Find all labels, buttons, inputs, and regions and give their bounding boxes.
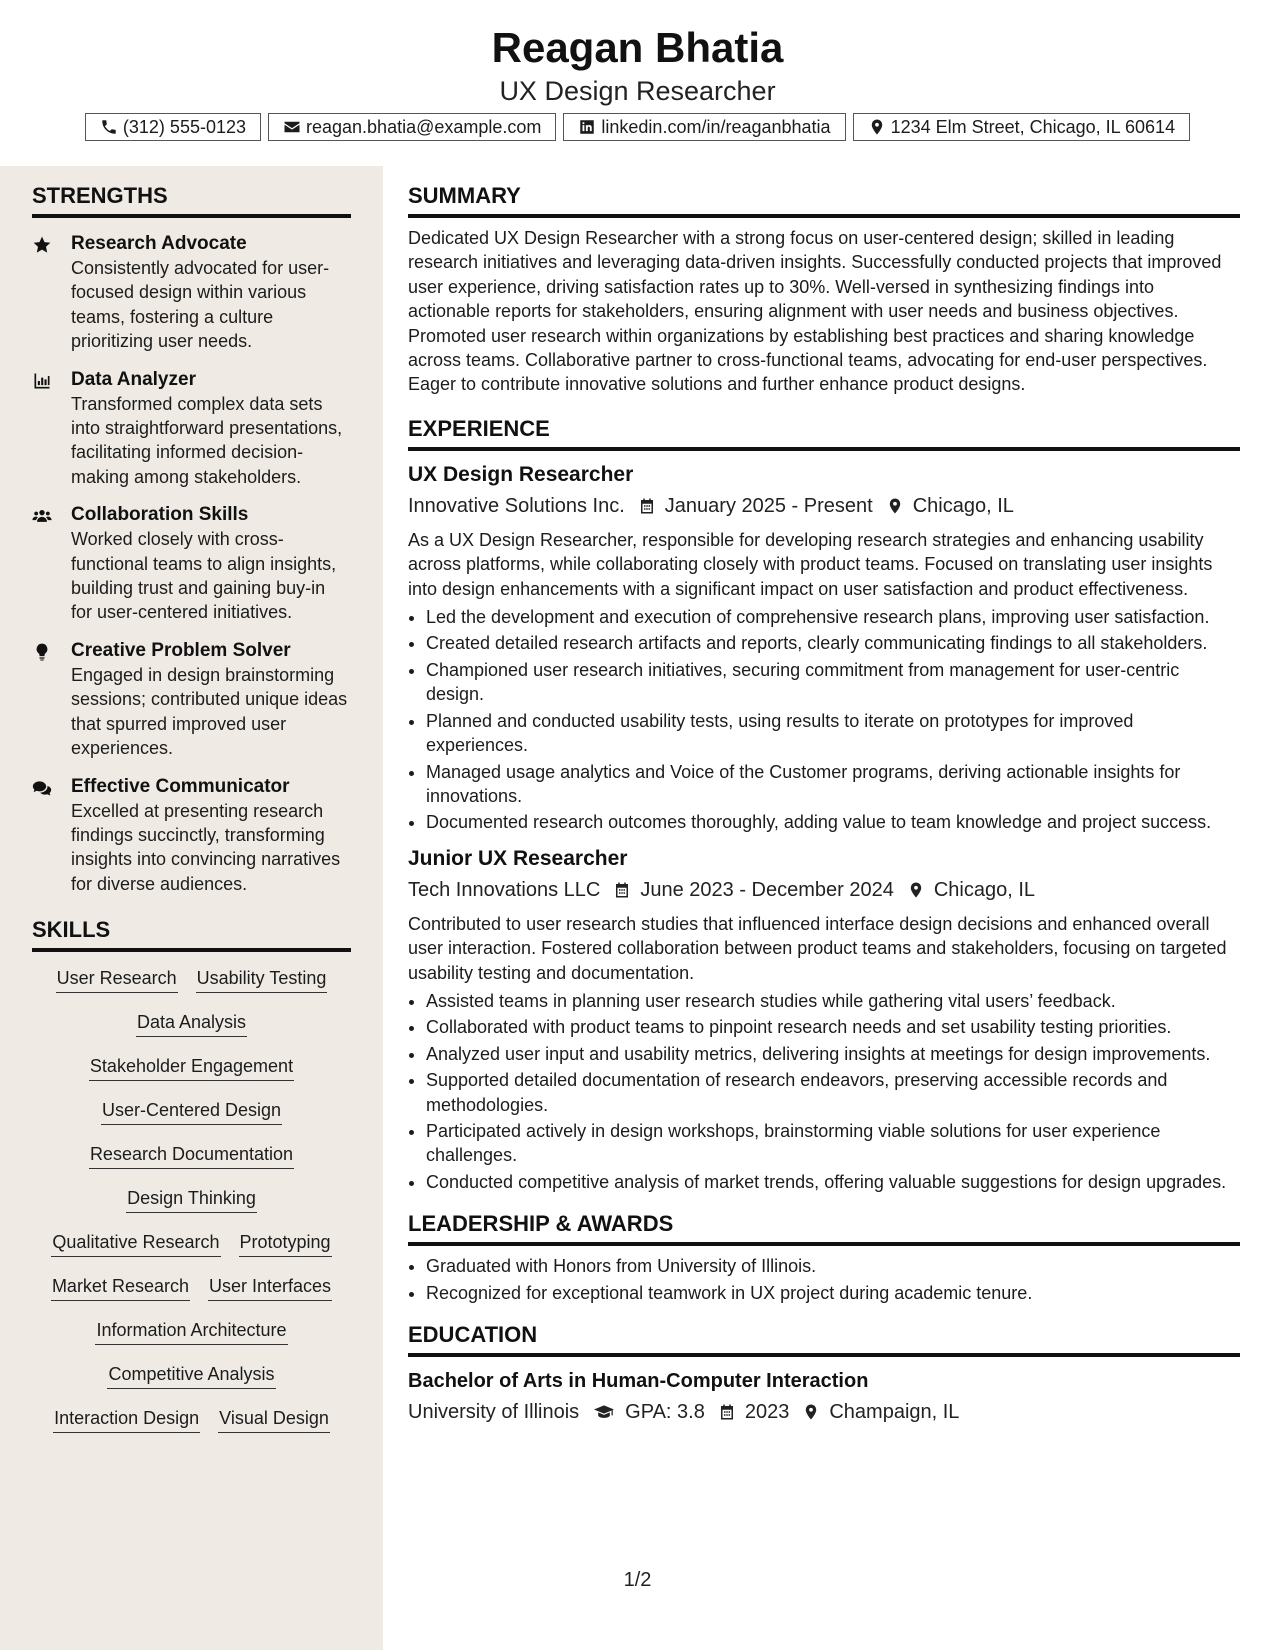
- strength-heading: Effective Communicator: [71, 775, 290, 797]
- school-gpa: GPA: 3.8: [625, 1401, 705, 1423]
- skill-tag: Data Analysis: [136, 1010, 247, 1037]
- skill-row: [56, 966, 328, 993]
- contact-address-text: 1234 Elm Street, Chicago, IL 60614: [890, 116, 1176, 137]
- strength-item: [32, 232, 351, 354]
- map-pin-icon: [907, 880, 925, 900]
- skill-row: [89, 1054, 294, 1081]
- calendar-icon: [718, 1402, 736, 1422]
- job-bullet: • Analyzed user input and usability metrics, delivering insights at meetings for design improvements.: [426, 1042, 1240, 1066]
- job-bullet: • Supported detailed documentation of research endeavors, preserving accessible records and methodologies.: [426, 1068, 1240, 1117]
- skill-tag: Competitive Analysis: [107, 1362, 275, 1389]
- job-dates: June 2023 - December 2024: [640, 878, 894, 901]
- skill-row: [51, 1274, 332, 1301]
- contact-phone-text: (312) 555-0123: [122, 116, 246, 137]
- map-pin-icon: [886, 496, 904, 516]
- comments-icon: [32, 778, 52, 798]
- skill-row: [89, 1142, 294, 1169]
- job-location: Chicago, IL: [933, 878, 1036, 901]
- linkedin-icon: [578, 118, 596, 136]
- school-name: University of Illinois: [408, 1401, 580, 1423]
- skill-tag: Prototyping: [239, 1230, 332, 1257]
- star-icon: [32, 235, 52, 255]
- skill-row: [126, 1186, 257, 1213]
- experience-heading: EXPERIENCE: [408, 415, 1240, 451]
- skill-tag: Usability Testing: [196, 966, 328, 993]
- strength-text: Excelled at presenting research findings succinctly, transforming insights into convincing narratives for diverse audiences.: [71, 800, 341, 894]
- skill-row: [53, 1406, 330, 1433]
- education-meta: [408, 1398, 1240, 1426]
- page-number: 1/2: [623, 1569, 652, 1591]
- education-heading: EDUCATION: [408, 1321, 1240, 1357]
- job-role: Junior UX Researcher: [408, 846, 628, 870]
- job-bullet: • Championed user research initiatives, securing commitment from management for user-centric design.: [426, 658, 1240, 707]
- strength-text: Transformed complex data sets into straightforward presentations, facilitating informed decision-making among stakeholders.: [71, 393, 343, 487]
- job-dates: January 2025 - Present: [664, 494, 873, 517]
- graduation-cap-icon: [592, 1402, 616, 1422]
- skill-row: [107, 1362, 275, 1389]
- skill-row: [95, 1318, 287, 1345]
- envelope-icon: [283, 118, 301, 136]
- strength-text: Worked closely with cross-functional teams to align insights, building trust and gaining buy-in for user-centered initiatives.: [71, 529, 337, 623]
- job-description: Contributed to user research studies that influenced interface design decisions and enhanced overall user interaction. Fostered collaboration between product teams and stakeholders, focusing on targeted usability testing and documentation.: [408, 913, 1227, 983]
- job-entry: [408, 845, 1240, 1194]
- candidate-name: Reagan Bhatia: [491, 24, 784, 71]
- job-bullet: • Created detailed research artifacts and reports, clearly communicating findings to all stakeholders.: [426, 631, 1240, 655]
- job-description: As a UX Design Researcher, responsible for developing research strategies and enhancing usability across platforms, while collaborating closely with product teams. Focused on translating user insights into design enhancements with a significant impact on user satisfaction and product effectiveness.: [408, 529, 1213, 599]
- skill-tag: Research Documentation: [89, 1142, 294, 1169]
- job-company: Tech Innovations LLC: [408, 878, 601, 901]
- leadership-list: [408, 1254, 1240, 1305]
- strength-item: [32, 368, 351, 490]
- strength-item: [32, 639, 351, 761]
- contact-phone[interactable]: [85, 113, 261, 141]
- job-meta: [408, 492, 1240, 520]
- skill-tag: User Interfaces: [208, 1274, 332, 1301]
- job-bullet: • Documented research outcomes thoroughly, adding value to team knowledge and project success.: [426, 810, 1240, 834]
- job-bullet: • Planned and conducted usability tests, using results to iterate on prototypes for improved experiences.: [426, 709, 1240, 758]
- candidate-title: UX Design Researcher: [499, 76, 776, 106]
- strength-item: [32, 503, 351, 625]
- skill-tag: Qualitative Research: [51, 1230, 220, 1257]
- skill-tag: Stakeholder Engagement: [89, 1054, 294, 1081]
- job-bullet: • Assisted teams in planning user research studies while gathering vital users’ feedback.: [426, 989, 1240, 1013]
- users-icon: [32, 506, 52, 526]
- skill-tag: User-Centered Design: [101, 1098, 282, 1125]
- strength-heading: Research Advocate: [71, 233, 247, 254]
- job-entry: [408, 461, 1240, 835]
- strength-heading: Data Analyzer: [71, 368, 196, 390]
- skill-tag: Market Research: [51, 1274, 190, 1301]
- strength-heading: Creative Problem Solver: [71, 639, 291, 661]
- job-company: Innovative Solutions Inc.: [408, 494, 625, 517]
- strength-text: Consistently advocated for user-focused design within various teams, fostering a culture prioritizing user needs.: [71, 258, 330, 352]
- degree-title: Bachelor of Arts in Human-Computer Interaction: [408, 1370, 869, 1392]
- leadership-item: • Recognized for exceptional teamwork in UX project during academic tenure.: [426, 1281, 1240, 1305]
- contact-linkedin-text: linkedin.com/in/reaganbhatia: [601, 116, 831, 137]
- job-bullets: [408, 605, 1240, 835]
- graduation-year: 2023: [744, 1401, 790, 1423]
- skill-tag: Visual Design: [218, 1406, 330, 1433]
- skills-list: [32, 966, 351, 1433]
- job-bullet: • Conducted competitive analysis of market trends, offering valuable suggestions for design upgrades.: [426, 1170, 1240, 1194]
- skill-row: [136, 1010, 247, 1037]
- contact-email-text: reagan.bhatia@example.com: [306, 116, 542, 137]
- school-location: Champaign, IL: [829, 1401, 960, 1423]
- calendar-icon: [638, 496, 656, 516]
- skill-tag: User Research: [56, 966, 178, 993]
- job-role: UX Design Researcher: [408, 462, 634, 486]
- resume-header: [0, 0, 1275, 166]
- strength-heading: Collaboration Skills: [71, 504, 249, 526]
- skill-row: [51, 1230, 331, 1257]
- strength-item: [32, 775, 351, 897]
- contact-linkedin[interactable]: [563, 113, 845, 141]
- sidebar: [0, 166, 383, 1650]
- phone-icon: [100, 118, 118, 136]
- job-bullets: [408, 989, 1240, 1194]
- map-pin-icon: [868, 118, 886, 136]
- job-bullet: • Participated actively in design workshops, brainstorming viable solutions for user experience challenges.: [426, 1119, 1240, 1168]
- leadership-heading: LEADERSHIP & AWARDS: [408, 1210, 1240, 1246]
- strengths-heading: STRENGTHS: [32, 182, 351, 218]
- skill-tag: Design Thinking: [126, 1186, 257, 1213]
- skill-tag: Interaction Design: [53, 1406, 200, 1433]
- strength-text: Engaged in design brainstorming sessions; contributed unique ideas that spurred improved user experiences.: [71, 664, 348, 759]
- contact-email[interactable]: [268, 113, 556, 141]
- job-location: Chicago, IL: [912, 494, 1014, 517]
- skills-heading: SKILLS: [32, 916, 351, 952]
- skill-row: [101, 1098, 282, 1125]
- summary-heading: SUMMARY: [408, 182, 1240, 218]
- skill-tag: Information Architecture: [95, 1318, 287, 1345]
- lightbulb-icon: [32, 642, 52, 662]
- summary-text: Dedicated UX Design Researcher with a strong focus on user-centered design; skilled in leading research initiatives and leveraging data-driven insights. Successfully conducted projects that improved user experience, driving satisfaction rates up to 30%. Well-versed in synthesizing findings into actionable reports for stakeholders, ensuring alignment with user needs and business objectives. Promoted user research within organizations by establishing best practices and sharing knowledge across teams. Collaborative partner to cross-functional teams, advocating for end-user perspectives. Eager to contribute innovative solutions and further enhance product designs.: [408, 228, 1222, 395]
- bar-chart-icon: [32, 371, 52, 391]
- contact-address[interactable]: [853, 113, 1191, 141]
- leadership-item: • Graduated with Honors from University of Illinois.: [426, 1254, 1240, 1278]
- job-bullet: • Collaborated with product teams to pinpoint research needs and set usability testing priorities.: [426, 1015, 1240, 1039]
- job-bullet: • Led the development and execution of comprehensive research plans, improving user satisfaction.: [426, 605, 1240, 629]
- job-meta: [408, 876, 1240, 904]
- main-column: [408, 166, 1240, 1426]
- calendar-icon: [613, 880, 631, 900]
- contact-bar: [0, 113, 1275, 141]
- map-pin-icon: [802, 1402, 820, 1422]
- job-bullet: • Managed usage analytics and Voice of the Customer programs, deriving actionable insights for innovations.: [426, 760, 1240, 809]
